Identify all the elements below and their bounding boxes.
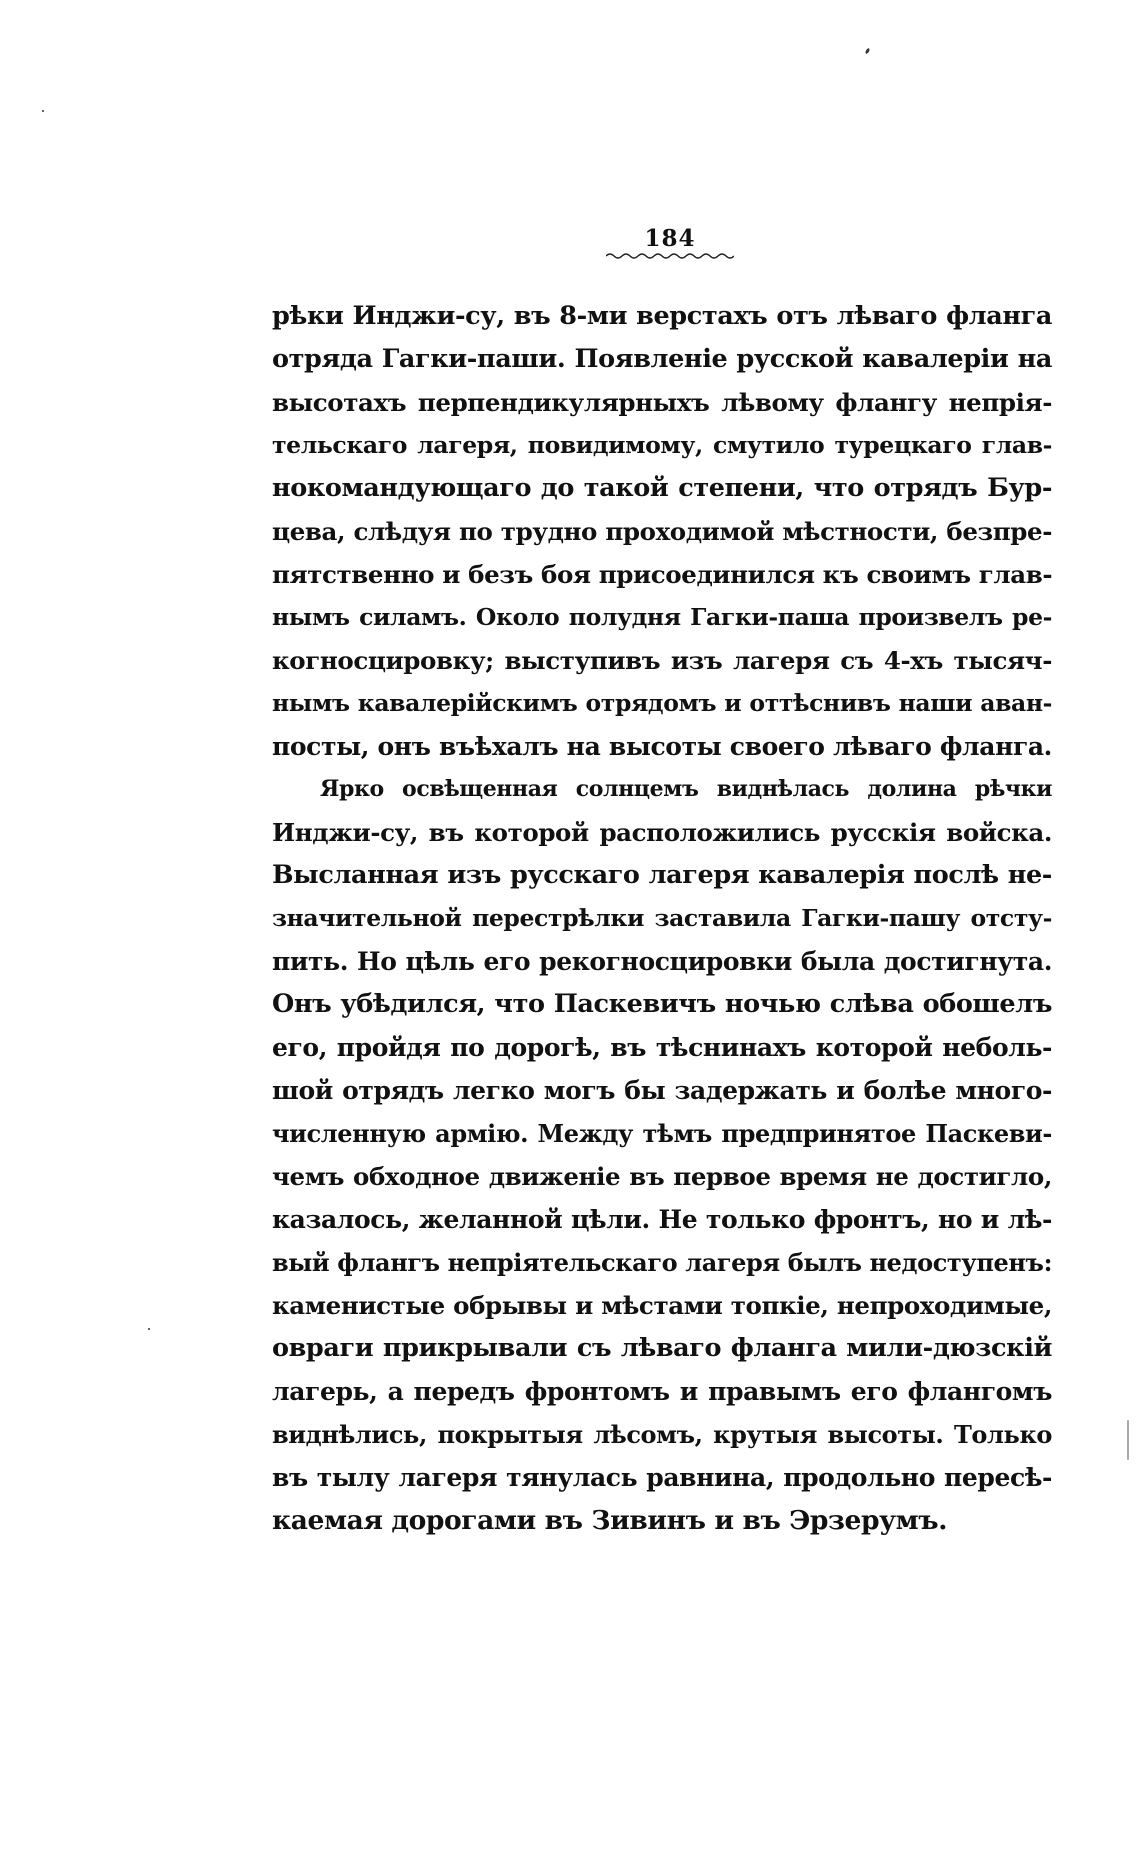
text-line: Ярко освѣщенная солнцемъ виднѣлась долина рѣчки	[320, 776, 1052, 802]
text-line: виднѣлись, покрытыя лѣсомъ, крутыя высоты. Только	[272, 1420, 1052, 1449]
text-line: каменистые обрывы и мѣстами топкіе, непроходимые,	[272, 1291, 1052, 1320]
text-line: рѣки Инджи-су, въ 8-ми верстахъ отъ лѣваго фланга	[272, 301, 1052, 331]
scan-speck	[1127, 1420, 1129, 1460]
text-line: въ тылу лагеря тянулась равнина, продольно пересѣ-	[272, 1463, 1052, 1492]
text-line: тельскаго лагеря, повидимому, смутило турецкаго глав-	[272, 431, 1052, 459]
text-line: Онъ убѣдился, что Паскевичъ ночью слѣва обошелъ	[272, 989, 1052, 1019]
scan-speck	[42, 110, 44, 112]
scan-speck	[148, 1328, 150, 1330]
paragraph	[272, 768, 1052, 1542]
text-line: Высланная изъ русскаго лагеря кавалерія послѣ не-	[272, 860, 1052, 890]
text-line: пить. Но цѣль его рекогносцировки была достигнута.	[272, 947, 1052, 976]
text-line: казалось, желанной цѣли. Не только фронтъ, но и лѣ-	[272, 1205, 1052, 1234]
text-line: чемъ обходное движеніе въ первое время не достигло,	[272, 1162, 1052, 1191]
page-header	[600, 226, 740, 260]
text-line: высотахъ перпендикулярныхъ лѣвому флангу непрія-	[272, 388, 1052, 417]
body-text	[272, 295, 1052, 1542]
text-line: отряда Гагки-паши. Появленіе русской кавалеріи на	[272, 344, 1052, 374]
text-line: нымъ силамъ. Около полудня Гагки-паша произвелъ ре-	[272, 603, 1052, 631]
text-line: посты, онъ въѣхалъ на высоты своего лѣваго фланга.	[272, 732, 1052, 761]
text-line: нокомандующаго до такой степени, что отрядъ Бур-	[272, 473, 1052, 503]
text-line: численную армію. Между тѣмъ предпринятое Паскеви-	[272, 1119, 1052, 1148]
text-line: цева, слѣдуя по трудно проходимой мѣстности, безпре-	[272, 517, 1052, 546]
text-line: шой отрядъ легко могъ бы задержать и болѣе много-	[272, 1076, 1052, 1105]
text-line: пятственно и безъ боя присоединился къ своимъ глав-	[272, 560, 1053, 589]
text-line: вый флангъ непріятельскаго лагеря былъ недоступенъ:	[272, 1248, 1053, 1277]
text-line: лагерь, а передъ фронтомъ и правымъ его флангомъ	[272, 1377, 1052, 1406]
text-line: овраги прикрывали съ лѣваго фланга мили-дюзскій	[272, 1333, 1052, 1363]
text-line: его, пройдя по дорогѣ, въ тѣснинахъ которой неболь-	[272, 1033, 1052, 1062]
scan-speck	[865, 48, 871, 55]
text-line: каемая дорогами въ Зивинъ и въ Эрзерумъ.	[272, 1505, 948, 1536]
page-number: 184	[644, 225, 696, 252]
wavy-rule-ornament	[606, 252, 734, 260]
text-line: когносцировку; выступивъ изъ лагеря съ 4-хъ тысяч-	[272, 646, 1052, 675]
text-line: Инджи-су, въ которой расположились русскія войска.	[272, 818, 1052, 847]
text-line: значительной перестрѣлки заставила Гагки-пашу отсту-	[272, 904, 1052, 932]
text-line: нымъ кавалерійскимъ отрядомъ и оттѣснивъ наши аван-	[272, 689, 1052, 717]
paragraph	[272, 295, 1052, 768]
